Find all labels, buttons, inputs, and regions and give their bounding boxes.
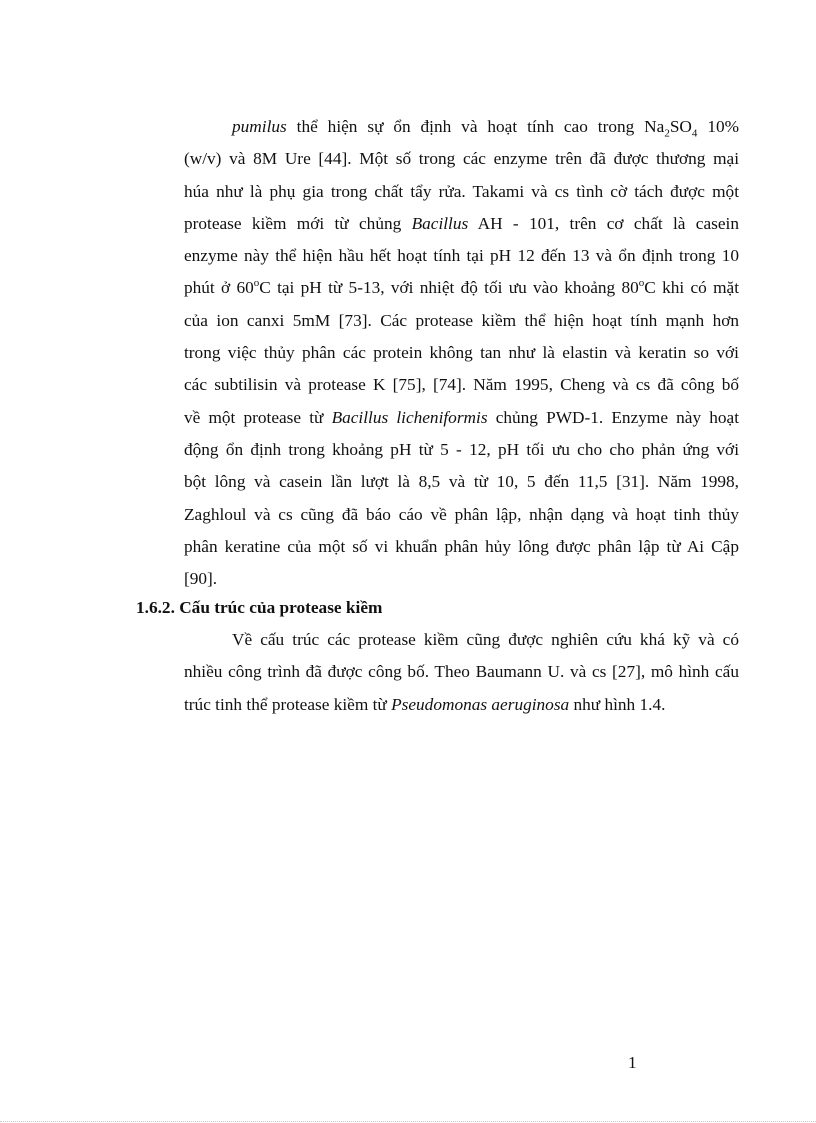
paragraph-1-line-3: húa như là phụ gia trong chất tẩy rửa. Takami và cs tình cờ tách được một (184, 181, 739, 201)
paragraph-1-line-12: bột lông và casein lần lượt là 8,5 và từ 10, 5 đến 11,5 [31]. Năm 1998, (184, 472, 739, 492)
paragraph-1 (136, 111, 739, 595)
paragraph-1-line-15: [90]. (184, 569, 218, 589)
paragraph-1-line-13: Zaghloul và cs cũng đã báo cáo về phân lập, nhận dạng và hoạt tinh thủy (184, 504, 739, 524)
species-name: Bacillus licheniformis (331, 407, 488, 427)
paragraph-1-line-6: phút ở 60$^o$C tại pH từ 5-13, với nhiệt độ tối ưu vào khoảng 80$^o$C khi có mặt (184, 277, 739, 298)
paragraph-1-line-4: protease kiềm mới từ chủng Bacillus AH - 101, trên cơ chất là casein (184, 213, 739, 233)
section-heading: 1.6.2. Cấu trúc của protease kiềm (136, 598, 383, 617)
paragraph-2-line-2: nhiều công trình đã được công bố. Theo Baumann U. và cs [27], mô hình cấu (184, 662, 739, 682)
species-name: Pseudomonas aeruginosa (391, 694, 570, 714)
paragraph-1-line-1: pumilus thể hiện sự ổn định và hoạt tính cao trong $Na_2SO_4$ 10% (232, 117, 739, 140)
paragraph-1-line-5: enzyme này thể hiện hầu hết hoạt tính tại pH 12 đến 13 và ổn định trong 10 (184, 246, 739, 266)
paragraph-1-line-7: của ion canxi 5mM [73]. Các protease kiềm thể hiện hoạt tính mạnh hơn (184, 310, 739, 330)
paragraph-1-line-9: các subtilisin và protease K [75], [74]. Năm 1995, Cheng và cs đã công bố (184, 375, 739, 395)
paragraph-1-line-11: động ổn định trong khoảng pH từ 5 - 12, pH tối ưu cho cho phản ứng với (184, 439, 739, 459)
paragraph-1-line-2: (w/v) và 8M Ure [44]. Một số trong các enzyme trên đã được thương mại (184, 149, 739, 169)
paragraph-1-line-14: phân keratine của một số vi khuẩn phân hủy lông được phân lập từ Ai Cập (184, 536, 739, 556)
paragraph-1-line-8: trong việc thủy phân các protein không tan như là elastin và keratin so với (184, 343, 739, 363)
paragraph-2-line-3: trúc tinh thể protease kiềm từ Pseudomonas aeruginosa như hình 1.4. (184, 694, 666, 714)
paragraph-2-line-1: Về cấu trúc các protease kiềm cũng được nghiên cứu khá kỹ và có (232, 630, 739, 649)
species-name: pumilus (232, 117, 287, 136)
paragraph-1-line-10: về một protease từ Bacillus licheniformis chủng PWD-1. Enzyme này hoạt (184, 407, 740, 427)
page-number: 1 (628, 1053, 637, 1072)
paragraph-2 (136, 624, 739, 721)
species-name: Bacillus (411, 213, 469, 233)
page-bottom-divider (0, 1121, 816, 1122)
